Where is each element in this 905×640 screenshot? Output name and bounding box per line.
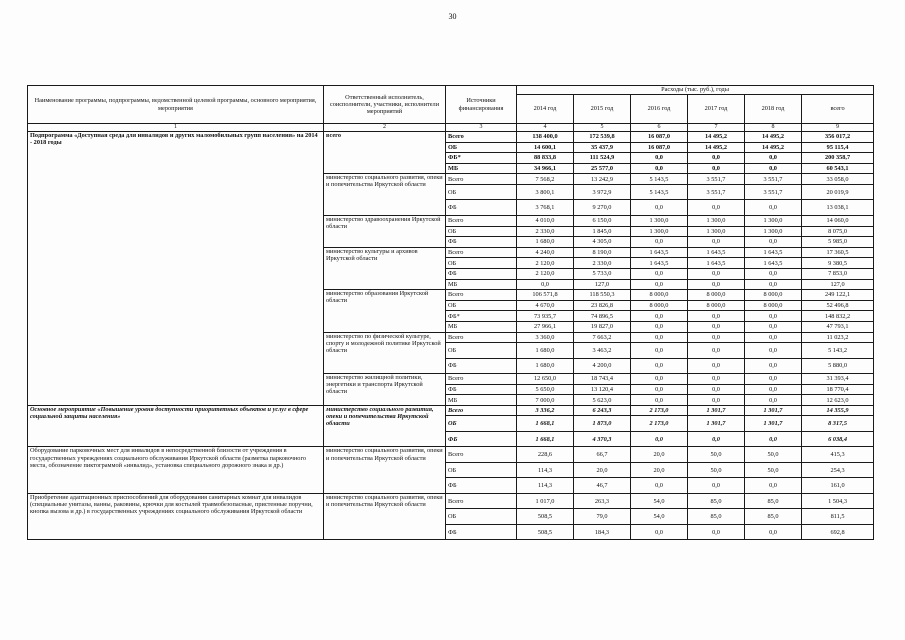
year-value-cell: 3 551,7 [745,184,802,200]
page-number: 30 [448,12,457,21]
year-value-cell: 2 173,0 [631,416,688,432]
total-value-cell: 249 122,1 [802,290,874,301]
year-value-cell: 8 000,0 [631,290,688,301]
year-value-cell: 0,0 [688,237,745,248]
source-cell: Всего [446,493,517,509]
year-value-cell: 0,0 [631,321,688,332]
year-value-cell: 1 643,5 [631,247,688,258]
total-value-cell: 5 880,0 [802,358,874,374]
year-value-cell: 1 301,7 [745,405,802,416]
col-number: 2 [324,124,446,132]
year-value-cell: 138 400,0 [517,132,574,143]
year-value-cell: 13 120,4 [574,384,631,395]
year-value-cell: 0,0 [745,279,802,290]
year-value-cell: 8 000,0 [688,300,745,311]
table-body [28,132,874,540]
executor-cell: министерство по физической культуре, спорту и молодежной политике Иркутской области [324,332,446,374]
year-value-cell: 0,0 [745,153,802,164]
year-value-cell: 1 300,0 [745,215,802,226]
total-value-cell: 20 019,9 [802,184,874,200]
year-value-cell: 88 833,8 [517,153,574,164]
year-value-cell: 20,0 [631,447,688,463]
year-value-cell: 5 143,5 [631,174,688,185]
year-value-cell: 127,0 [574,279,631,290]
source-cell: ФБ [446,200,517,216]
executor-cell: министерство социального развития, опеки и попечительства Иркутской области [324,493,446,540]
year-value-cell: 66,7 [574,447,631,463]
year-value-cell: 0,0 [688,374,745,385]
year-value-cell: 9 270,0 [574,200,631,216]
source-cell: МБ [446,321,517,332]
col-number: 7 [688,124,745,132]
source-cell: МБ [446,395,517,406]
col-number: 8 [745,124,802,132]
total-value-cell: 8 317,5 [802,416,874,432]
total-value-cell: 9 380,5 [802,258,874,269]
year-value-cell: 0,0 [688,343,745,359]
year-value-cell: 14 495,2 [745,132,802,143]
year-value-cell: 184,3 [574,524,631,540]
year-value-cell: 172 539,8 [574,132,631,143]
header-source: Источники финансирования [446,86,517,124]
table-row [28,405,874,416]
year-value-cell: 4 305,0 [574,237,631,248]
total-value-cell: 7 853,0 [802,268,874,279]
expenses-table [27,85,874,540]
year-value-cell: 114,3 [517,462,574,478]
year-value-cell: 0,0 [745,524,802,540]
year-value-cell: 1 668,1 [517,431,574,447]
source-cell: Всего [446,447,517,463]
source-cell: ФБ [446,478,517,494]
executor-cell: министерство социального развития, опеки и попечительства Иркутской области [324,174,446,216]
year-value-cell: 0,0 [745,237,802,248]
year-value-cell: 114,3 [517,478,574,494]
year-value-cell: 19 827,0 [574,321,631,332]
year-value-cell: 12 650,0 [517,374,574,385]
source-cell: ОБ [446,509,517,525]
total-value-cell: 161,0 [802,478,874,494]
total-value-cell: 6 038,4 [802,431,874,447]
year-value-cell: 0,0 [745,200,802,216]
year-value-cell: 16 087,0 [631,132,688,143]
year-value-cell: 14 495,2 [745,142,802,153]
source-cell: ОБ [446,416,517,432]
year-value-cell: 1 301,7 [688,416,745,432]
year-value-cell: 0,0 [631,524,688,540]
year-value-cell: 0,0 [745,268,802,279]
year-value-cell: 0,0 [688,279,745,290]
year-value-cell: 0,0 [745,478,802,494]
year-value-cell: 1 300,0 [688,226,745,237]
total-value-cell: 356 017,2 [802,132,874,143]
year-value-cell: 5 650,0 [517,384,574,395]
source-cell: Всего [446,215,517,226]
total-value-cell: 127,0 [802,279,874,290]
year-value-cell: 50,0 [745,447,802,463]
year-value-cell: 2 120,0 [517,258,574,269]
source-cell: ФБ [446,358,517,374]
year-value-cell: 34 966,1 [517,163,574,174]
year-value-cell: 3 336,2 [517,405,574,416]
year-value-cell: 508,5 [517,509,574,525]
header-year: 2017 год [688,95,745,124]
source-cell: ФБ [446,524,517,540]
year-value-cell: 0,0 [631,395,688,406]
header-year: 2016 год [631,95,688,124]
total-value-cell: 415,3 [802,447,874,463]
executor-cell: министерство здравоохранения Иркутской области [324,215,446,247]
year-value-cell: 1 643,5 [688,247,745,258]
year-value-cell: 118 550,3 [574,290,631,301]
source-cell: ОБ [446,258,517,269]
year-value-cell: 6 243,3 [574,405,631,416]
year-value-cell: 85,0 [745,509,802,525]
col-number: 5 [574,124,631,132]
executor-cell: министерство социального развития, опеки и попечительства Иркутской области [324,405,446,447]
year-value-cell: 0,0 [688,311,745,322]
source-cell: ОБ [446,462,517,478]
year-value-cell: 0,0 [631,478,688,494]
year-value-cell: 0,0 [688,200,745,216]
year-value-cell: 14 495,2 [688,142,745,153]
year-value-cell: 35 437,9 [574,142,631,153]
header-executor: Ответственный исполнитель, соисполнители, участники, исполнители мероприятий [324,86,446,124]
executor-cell: министерство жилищной политики, энергетики и транспорта Иркутской области [324,374,446,406]
year-value-cell: 8 190,0 [574,247,631,258]
year-value-cell: 0,0 [745,163,802,174]
year-value-cell: 3 972,9 [574,184,631,200]
year-value-cell: 4 240,0 [517,247,574,258]
source-cell: ОБ [446,142,517,153]
year-value-cell: 54,0 [631,493,688,509]
source-cell: Всего [446,405,517,416]
year-value-cell: 0,0 [745,311,802,322]
year-value-cell: 0,0 [631,279,688,290]
year-value-cell: 25 577,0 [574,163,631,174]
year-value-cell: 16 087,0 [631,142,688,153]
source-cell: ФБ [446,384,517,395]
year-value-cell: 7 000,0 [517,395,574,406]
year-value-cell: 228,6 [517,447,574,463]
year-value-cell: 5 143,5 [631,184,688,200]
year-value-cell: 0,0 [688,478,745,494]
table-row [28,493,874,509]
program-name-cell: Основное мероприятие «Повышение уровня доступности приоритетных объектов и услуг в сфере социальной защиты населения» [28,405,324,447]
year-value-cell: 1 680,0 [517,237,574,248]
year-value-cell: 13 242,9 [574,174,631,185]
year-value-cell: 0,0 [631,311,688,322]
header-year: 2014 год [517,95,574,124]
year-value-cell: 50,0 [688,447,745,463]
year-value-cell: 14 495,2 [688,132,745,143]
source-cell: ФБ [446,268,517,279]
program-name-cell: Оборудование парковочных мест для инвалидов в непосредственной близости от учреждения в государственных учреждениях социального обслуживания Иркутской области (разметка парковочного места, обозначение пиктограммой «инвалид», установка специального дорожного знака и др.) [28,447,324,494]
header-total: всего [802,95,874,124]
year-value-cell: 27 966,1 [517,321,574,332]
year-value-cell: 2 330,0 [574,258,631,269]
col-number: 9 [802,124,874,132]
year-value-cell: 3 551,7 [688,184,745,200]
year-value-cell: 1 680,0 [517,358,574,374]
year-value-cell: 0,0 [688,384,745,395]
total-value-cell: 31 393,4 [802,374,874,385]
year-value-cell: 0,0 [631,374,688,385]
year-value-cell: 7 663,2 [574,332,631,343]
year-value-cell: 0,0 [688,268,745,279]
source-cell: ФБ [446,431,517,447]
year-value-cell: 85,0 [745,493,802,509]
year-value-cell: 0,0 [688,395,745,406]
year-value-cell: 18 743,4 [574,374,631,385]
executor-cell: министерство образования Иркутской области [324,290,446,332]
year-value-cell: 0,0 [631,343,688,359]
year-value-cell: 0,0 [745,431,802,447]
year-value-cell: 0,0 [631,268,688,279]
source-cell: Всего [446,132,517,143]
year-value-cell: 1 017,0 [517,493,574,509]
program-name-cell: Подпрограмма «Доступная среда для инвалидов и других маломобильных групп населения» на 2014 - 2018 годы [28,132,324,406]
source-cell: Всего [446,290,517,301]
year-value-cell: 1 643,5 [745,258,802,269]
year-value-cell: 50,0 [745,462,802,478]
year-value-cell: 54,0 [631,509,688,525]
year-value-cell: 508,5 [517,524,574,540]
year-value-cell: 0,0 [631,431,688,447]
col-number: 4 [517,124,574,132]
program-name-cell: Приобретение адаптационных приспособлений для оборудования санитарных комнат для инвалидов (специальные унитазы, ванны, раковины, крючки для костылей травмобезопасные, пристенные поручни, кнопка вызова и др.) в государственных учреждениях социального обслуживания Иркутской области [28,493,324,540]
year-value-cell: 2 120,0 [517,268,574,279]
year-value-cell: 263,3 [574,493,631,509]
header-name: Наименование программы, подпрограммы, ведомственной целевой программы, основного мероприятия, мероприятия [28,86,324,124]
total-value-cell: 5 985,0 [802,237,874,248]
year-value-cell: 1 300,0 [631,215,688,226]
year-value-cell: 0,0 [631,153,688,164]
col-number: 6 [631,124,688,132]
year-value-cell: 1 300,0 [745,226,802,237]
source-cell: ОБ [446,343,517,359]
year-value-cell: 1 300,0 [688,215,745,226]
year-value-cell: 2 330,0 [517,226,574,237]
year-value-cell: 0,0 [688,358,745,374]
year-value-cell: 0,0 [745,374,802,385]
year-value-cell: 3 360,0 [517,332,574,343]
year-value-cell: 4 200,0 [574,358,631,374]
total-value-cell: 148 832,2 [802,311,874,322]
year-value-cell: 46,7 [574,478,631,494]
year-value-cell: 2 173,0 [631,405,688,416]
year-value-cell: 0,0 [745,384,802,395]
executor-cell: министерство культуры и архивов Иркутской области [324,247,446,289]
year-value-cell: 5 623,0 [574,395,631,406]
year-value-cell: 1 680,0 [517,343,574,359]
total-value-cell: 1 504,3 [802,493,874,509]
total-value-cell: 14 060,0 [802,215,874,226]
year-value-cell: 85,0 [688,493,745,509]
year-value-cell: 3 800,1 [517,184,574,200]
year-value-cell: 4 670,0 [517,300,574,311]
header-year: 2018 год [745,95,802,124]
source-cell: ФБ* [446,311,517,322]
total-value-cell: 200 358,7 [802,153,874,164]
year-value-cell: 1 845,0 [574,226,631,237]
header-expenses: Расходы (тыс. руб.), годы [517,86,874,95]
total-value-cell: 17 360,5 [802,247,874,258]
year-value-cell: 8 000,0 [631,300,688,311]
col-number: 3 [446,124,517,132]
year-value-cell: 1 873,0 [574,416,631,432]
source-cell: Всего [446,247,517,258]
total-value-cell: 692,8 [802,524,874,540]
total-value-cell: 8 075,0 [802,226,874,237]
year-value-cell: 0,0 [631,384,688,395]
total-value-cell: 254,3 [802,462,874,478]
year-value-cell: 3 463,2 [574,343,631,359]
total-value-cell: 14 355,9 [802,405,874,416]
year-value-cell: 7 568,2 [517,174,574,185]
year-value-cell: 3 551,7 [745,174,802,185]
total-value-cell: 47 793,1 [802,321,874,332]
year-value-cell: 8 000,0 [745,300,802,311]
source-cell: МБ [446,163,517,174]
year-value-cell: 50,0 [688,462,745,478]
year-value-cell: 8 000,0 [688,290,745,301]
source-cell: ОБ [446,226,517,237]
year-value-cell: 74 896,5 [574,311,631,322]
year-value-cell: 8 000,0 [745,290,802,301]
year-value-cell: 0,0 [631,332,688,343]
total-value-cell: 12 623,0 [802,395,874,406]
year-value-cell: 1 643,5 [745,247,802,258]
source-cell: МБ [446,279,517,290]
year-value-cell: 85,0 [688,509,745,525]
year-value-cell: 0,0 [688,163,745,174]
source-cell: ОБ [446,300,517,311]
total-value-cell: 60 543,1 [802,163,874,174]
total-value-cell: 13 038,1 [802,200,874,216]
year-value-cell: 0,0 [688,431,745,447]
year-value-cell: 20,0 [631,462,688,478]
year-value-cell: 73 935,7 [517,311,574,322]
total-value-cell: 11 023,2 [802,332,874,343]
total-value-cell: 811,5 [802,509,874,525]
year-value-cell: 0,0 [631,163,688,174]
year-value-cell: 106 571,8 [517,290,574,301]
source-cell: Всего [446,174,517,185]
total-value-cell: 95 115,4 [802,142,874,153]
table-row [28,132,874,143]
year-value-cell: 79,0 [574,509,631,525]
year-value-cell: 0,0 [631,237,688,248]
header-year: 2015 год [574,95,631,124]
year-value-cell: 0,0 [631,200,688,216]
year-value-cell: 0,0 [517,279,574,290]
source-cell: Всего [446,374,517,385]
year-value-cell: 1 643,5 [688,258,745,269]
year-value-cell: 0,0 [745,358,802,374]
table-row [28,447,874,463]
year-value-cell: 1 301,7 [745,416,802,432]
year-value-cell: 23 826,8 [574,300,631,311]
year-value-cell: 20,0 [574,462,631,478]
year-value-cell: 111 524,9 [574,153,631,164]
executor-cell: министерство социального развития, опеки и попечительства Иркутской области [324,447,446,494]
year-value-cell: 1 301,7 [688,405,745,416]
year-value-cell: 0,0 [745,332,802,343]
year-value-cell: 4 370,3 [574,431,631,447]
year-value-cell: 1 643,5 [631,258,688,269]
year-value-cell: 0,0 [631,358,688,374]
year-value-cell: 5 733,0 [574,268,631,279]
year-value-cell: 0,0 [688,332,745,343]
year-value-cell: 1 668,1 [517,416,574,432]
year-value-cell: 4 010,0 [517,215,574,226]
source-cell: ФБ* [446,153,517,164]
year-value-cell: 0,0 [688,153,745,164]
source-cell: ОБ [446,184,517,200]
year-value-cell: 14 600,1 [517,142,574,153]
col-number: 1 [28,124,324,132]
source-cell: ФБ [446,237,517,248]
total-value-cell: 52 496,8 [802,300,874,311]
year-value-cell: 6 150,0 [574,215,631,226]
year-value-cell: 0,0 [688,524,745,540]
year-value-cell: 0,0 [745,343,802,359]
total-value-cell: 18 770,4 [802,384,874,395]
year-value-cell: 0,0 [745,395,802,406]
source-cell: Всего [446,332,517,343]
executor-cell: всего [324,132,446,174]
year-value-cell: 3 551,7 [688,174,745,185]
total-value-cell: 5 143,2 [802,343,874,359]
year-value-cell: 1 300,0 [631,226,688,237]
year-value-cell: 0,0 [745,321,802,332]
year-value-cell: 0,0 [688,321,745,332]
total-value-cell: 33 058,0 [802,174,874,185]
year-value-cell: 3 768,1 [517,200,574,216]
